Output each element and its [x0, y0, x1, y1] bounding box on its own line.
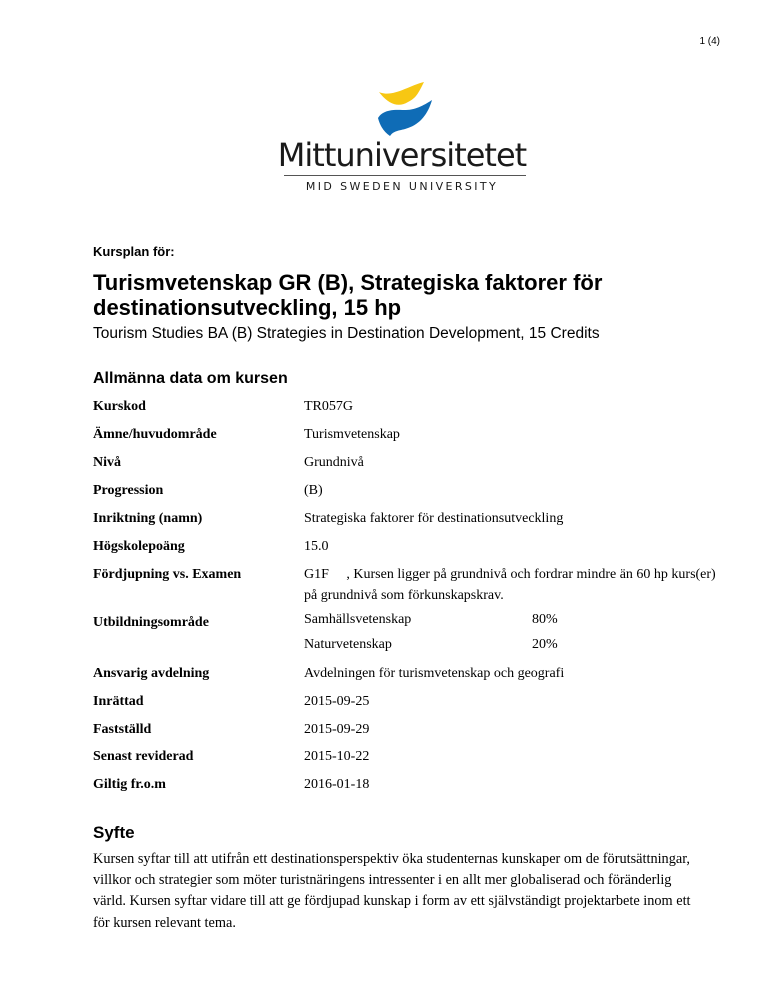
row-label: Högskolepoäng: [93, 539, 185, 554]
row-value: Strategiska faktorer för destinationsutveckling: [304, 511, 564, 526]
row-label: Fördjupning vs. Examen: [93, 567, 242, 582]
row-value: Grundnivå: [304, 455, 364, 470]
row-label: Ansvarig avdelning: [93, 666, 210, 681]
row-label: Senast reviderad: [93, 749, 194, 764]
utbildningsomrade-item: [304, 637, 558, 653]
area-name: Naturvetenskap: [304, 637, 392, 652]
row-value: Avdelningen för turismvetenskap och geografi: [304, 666, 565, 681]
row-label: Inrättad: [93, 694, 144, 709]
logo-mark-icon: [374, 80, 438, 138]
area-name: Samhällsvetenskap: [304, 612, 412, 627]
row-value: 2016-01-18: [304, 777, 370, 792]
university-logo: [274, 80, 530, 192]
area-percent: 20%: [532, 637, 558, 652]
row-value: Turismvetenskap: [304, 427, 400, 442]
row-label: Progression: [93, 483, 164, 498]
course-title: Turismvetenskap GR (B), Strategiska faktorer för destinationsutveckling, 15 hp: [93, 270, 603, 320]
page-number: 1 (4): [699, 36, 720, 47]
syfte-paragraph: Kursen syftar till att utifrån ett destinationsperspektiv öka studenternas kunskaper om de förutsättningar, villkor och strategier som möter turistnäringens intressenter i en allt mer globaliserad och föränderlig värld. Kursen syftar vidare till att ge fördjupad kunskap i form av ett självständigt projektarbete inom ett för kursen relevant tema.: [93, 851, 691, 931]
row-label: Utbildningsområde: [93, 615, 209, 630]
logo-subname: MID SWEDEN UNIVERSITY: [305, 180, 499, 193]
row-value: 2015-09-25: [304, 694, 370, 709]
row-label: Ämne/huvudområde: [93, 427, 217, 442]
row-label: Giltig fr.o.m: [93, 777, 166, 792]
general-data-heading: Allmänna data om kursen: [93, 370, 288, 387]
logo-name: Mittuniversitetet: [277, 136, 527, 174]
row-value: 15.0: [304, 539, 329, 554]
row-value: TR057G: [304, 399, 353, 414]
syfte-heading: Syfte: [93, 823, 135, 842]
row-label: Nivå: [93, 455, 121, 470]
kursplan-for-label: Kursplan för:: [93, 244, 175, 259]
course-subtitle: Tourism Studies BA (B) Strategies in Destination Development, 15 Credits: [93, 325, 600, 342]
row-value: 2015-09-29: [304, 722, 370, 737]
row-label: Kurskod: [93, 399, 146, 414]
row-label: Fastställd: [93, 722, 152, 737]
row-label: Inriktning (namn): [93, 511, 203, 526]
row-value: G1F , Kursen ligger på grundnivå och fordrar mindre än 60 hp kurs(er) på grundnivå som förkunskapskrav.: [304, 567, 720, 603]
utbildningsomrade-item: [304, 612, 558, 628]
area-percent: 80%: [532, 612, 558, 627]
row-value: (B): [304, 483, 323, 498]
logo-divider: [284, 175, 526, 176]
row-value: 2015-10-22: [304, 749, 370, 764]
